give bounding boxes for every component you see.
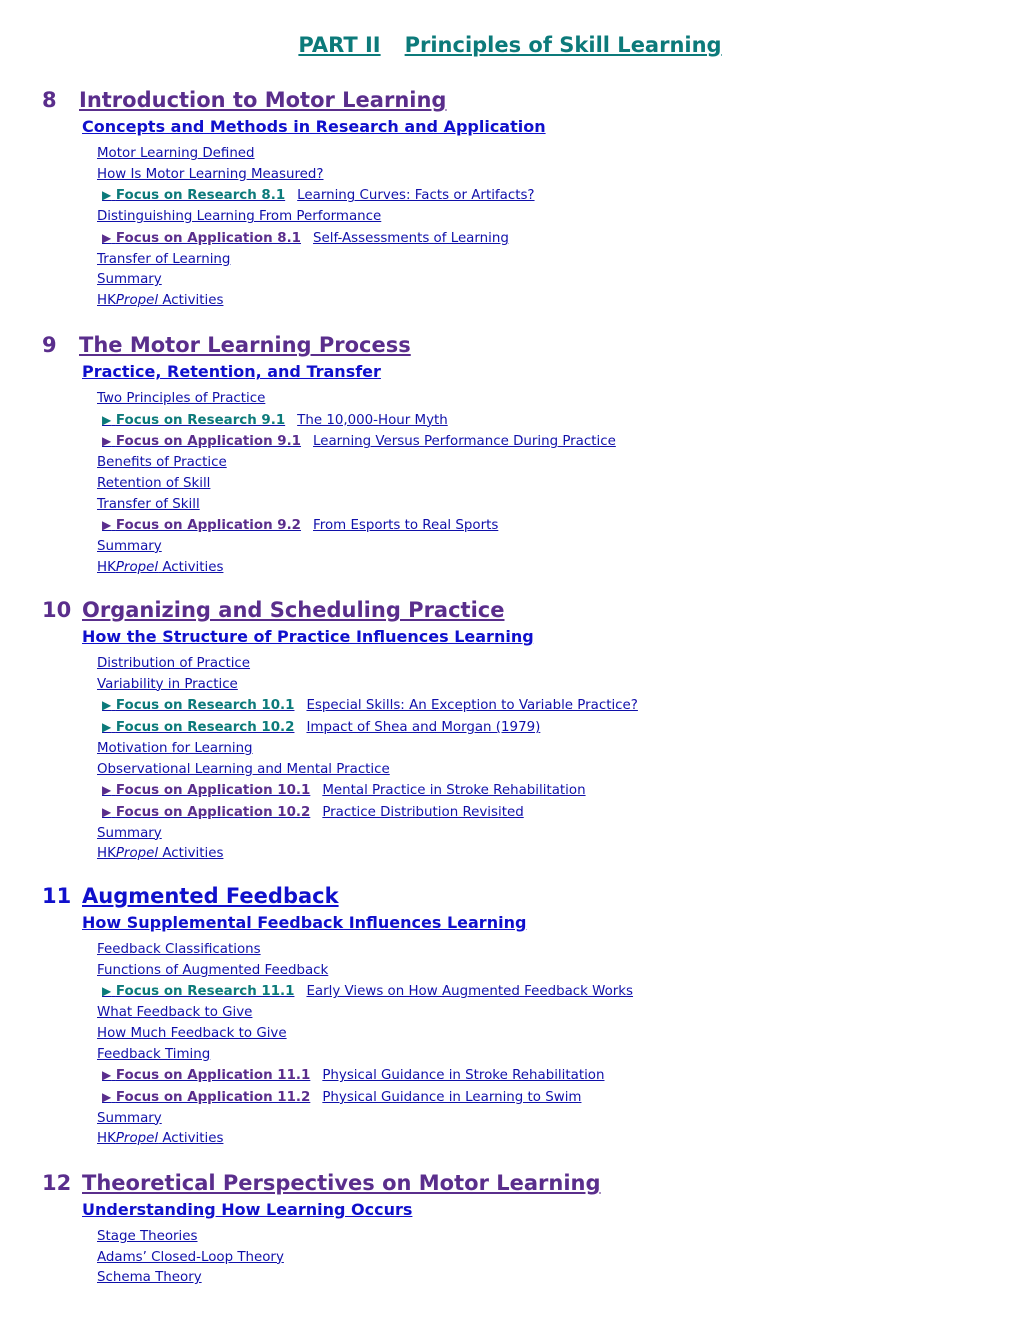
focus-label-text: Focus on Application 11.2 xyxy=(115,1089,311,1105)
focus-title: Especial Skills: An Exception to Variable Practice? xyxy=(306,698,638,714)
section-item xyxy=(97,1024,982,1045)
section-link[interactable]: Functions of Augmented Feedback xyxy=(97,962,329,978)
section-link[interactable]: Variability in Practice xyxy=(97,676,238,692)
chapter-subtitle xyxy=(82,1197,982,1223)
section-item xyxy=(97,537,982,558)
focus-title: Physical Guidance in Stroke Rehabilitation xyxy=(322,1068,605,1084)
section-link[interactable]: Retention of Skill xyxy=(97,475,211,491)
section-item xyxy=(97,291,982,312)
section-link[interactable]: Summary xyxy=(97,1110,162,1126)
focus-application-item xyxy=(97,515,982,537)
chapter-title-text: Organizing and Scheduling Practice xyxy=(82,598,505,622)
section-item xyxy=(97,474,982,495)
focus-application-item xyxy=(97,431,982,453)
section-item xyxy=(97,739,982,760)
focus-application-item xyxy=(97,780,982,802)
section-item xyxy=(97,675,982,696)
focus-title: Mental Practice in Stroke Rehabilitation xyxy=(322,783,586,799)
section-link[interactable]: Observational Learning and Mental Practice xyxy=(97,761,390,777)
section-link[interactable] xyxy=(97,1068,604,1083)
play-triangle-icon: ▶ xyxy=(102,1089,112,1104)
section-link[interactable] xyxy=(97,783,586,798)
section-item xyxy=(97,760,982,781)
focus-label-text: Focus on Application 10.1 xyxy=(115,783,311,799)
play-triangle-icon: ▶ xyxy=(102,1068,112,1083)
section-item xyxy=(97,844,982,865)
chapter-subtitle xyxy=(82,359,982,385)
focus-title: Physical Guidance in Learning to Swim xyxy=(322,1089,582,1105)
chapter-title-text: Augmented Feedback xyxy=(82,884,339,908)
play-triangle-icon: ▶ xyxy=(102,783,112,798)
section-link[interactable] xyxy=(97,720,540,735)
part-title-link[interactable] xyxy=(298,33,721,57)
section-link[interactable] xyxy=(97,434,616,449)
section-item xyxy=(97,1129,982,1150)
focus-title: Learning Versus Performance During Practice xyxy=(313,434,616,450)
focus-title: Practice Distribution Revisited xyxy=(322,804,524,820)
chapter-11 xyxy=(42,882,982,1150)
section-link[interactable]: Distribution of Practice xyxy=(97,656,251,671)
chapter-number: 8 xyxy=(42,88,57,112)
focus-label xyxy=(102,434,301,449)
section-link[interactable] xyxy=(97,805,524,820)
chapter-title xyxy=(42,331,982,359)
focus-label xyxy=(102,720,294,735)
hk-activities-text: Activities xyxy=(158,1131,224,1147)
focus-application-item xyxy=(97,802,982,824)
chapter-subtitle xyxy=(82,624,982,650)
focus-title: From Esports to Real Sports xyxy=(313,518,499,534)
section-link[interactable]: Motivation for Learning xyxy=(97,740,253,756)
section-item xyxy=(97,558,982,579)
play-triangle-icon: ▶ xyxy=(102,188,112,203)
part-number: PART II xyxy=(298,33,381,57)
chapter-subtitle-link[interactable]: How Supplemental Feedback Influences Learning xyxy=(82,913,527,932)
hk-prefix: HK xyxy=(97,292,116,308)
section-link[interactable]: Schema Theory xyxy=(97,1270,202,1286)
section-list xyxy=(97,654,982,865)
hk-propel-italic: Propel xyxy=(115,559,159,575)
section-item xyxy=(97,1227,982,1248)
focus-label-text: Focus on Research 10.2 xyxy=(115,720,295,736)
section-link[interactable]: Feedback Classifications xyxy=(97,942,261,957)
focus-research-item xyxy=(97,981,982,1003)
section-link[interactable] xyxy=(97,231,509,246)
section-link[interactable]: Benefits of Practice xyxy=(97,455,227,471)
section-link[interactable]: Transfer of Skill xyxy=(97,496,200,512)
play-triangle-icon: ▶ xyxy=(102,804,112,819)
section-link[interactable]: Feedback Timing xyxy=(97,1046,211,1062)
chapter-number: 12 xyxy=(42,1171,72,1195)
section-link[interactable] xyxy=(97,1090,581,1105)
chapter-title xyxy=(42,1169,982,1197)
section-item xyxy=(97,654,982,675)
section-item xyxy=(97,1109,982,1130)
section-list xyxy=(97,940,982,1150)
section-item xyxy=(97,165,982,186)
chapter-title-text: The Motor Learning Process xyxy=(79,333,411,357)
focus-application-item xyxy=(97,228,982,250)
section-link[interactable]: Adams’ Closed-Loop Theory xyxy=(97,1249,284,1265)
focus-label xyxy=(102,1068,310,1083)
section-link[interactable]: Summary xyxy=(97,825,162,841)
chapter-subtitle xyxy=(82,114,982,140)
section-item xyxy=(97,940,982,961)
focus-application-item xyxy=(97,1087,982,1109)
section-link[interactable]: How Much Feedback to Give xyxy=(97,1025,287,1041)
play-triangle-icon: ▶ xyxy=(102,518,112,533)
hk-propel-italic: Propel xyxy=(115,846,159,862)
focus-label-text: Focus on Research 11.1 xyxy=(115,984,295,1000)
focus-label-text: Focus on Research 10.1 xyxy=(115,698,295,714)
chapter-subtitle-link[interactable]: Concepts and Methods in Research and Application xyxy=(82,117,546,136)
focus-title: The 10,000-Hour Myth xyxy=(297,412,448,428)
section-link[interactable] xyxy=(97,560,223,575)
play-triangle-icon: ▶ xyxy=(102,698,112,713)
focus-label-text: Focus on Application 11.1 xyxy=(115,1068,311,1084)
section-list xyxy=(97,1227,982,1289)
chapter-subtitle-link[interactable]: Understanding How Learning Occurs xyxy=(82,1200,413,1219)
focus-label xyxy=(102,984,294,999)
section-item xyxy=(97,250,982,271)
section-item xyxy=(97,961,982,982)
hk-propel-italic: Propel xyxy=(115,1131,159,1147)
focus-label xyxy=(102,231,301,246)
focus-label-text: Focus on Research 9.1 xyxy=(115,412,286,428)
section-item xyxy=(97,389,982,410)
hk-activities-text: Activities xyxy=(158,559,224,575)
section-link[interactable]: What Feedback to Give xyxy=(97,1005,253,1021)
focus-title: Impact of Shea and Morgan (1979) xyxy=(306,720,541,736)
section-link[interactable] xyxy=(97,413,448,428)
focus-label xyxy=(102,413,285,428)
chapter-title-link[interactable] xyxy=(42,333,411,357)
chapter-subtitle xyxy=(82,910,982,936)
chapter-number: 11 xyxy=(42,884,72,908)
focus-label-text: Focus on Research 8.1 xyxy=(115,188,286,204)
section-item xyxy=(97,1268,982,1289)
hk-activities-text: Activities xyxy=(158,846,224,862)
focus-label xyxy=(102,518,301,533)
chapter-8 xyxy=(42,86,982,312)
section-link[interactable]: Transfer of Learning xyxy=(97,251,231,267)
focus-research-item xyxy=(97,695,982,717)
section-link[interactable]: Distinguishing Learning From Performance xyxy=(97,209,382,225)
play-triangle-icon: ▶ xyxy=(102,984,112,999)
section-list xyxy=(97,144,982,312)
section-item xyxy=(97,453,982,474)
section-link[interactable] xyxy=(97,846,223,861)
section-item xyxy=(97,207,982,228)
chapter-title-link[interactable] xyxy=(42,88,446,112)
focus-research-item xyxy=(97,185,982,207)
play-triangle-icon: ▶ xyxy=(102,720,112,735)
focus-label-text: Focus on Application 10.2 xyxy=(115,804,311,820)
section-item xyxy=(97,824,982,845)
play-triangle-icon: ▶ xyxy=(102,434,112,449)
focus-research-item xyxy=(97,410,982,432)
focus-label-text: Focus on Application 8.1 xyxy=(115,230,302,246)
focus-label-text: Focus on Application 9.1 xyxy=(115,434,302,450)
chapter-title xyxy=(42,596,982,624)
section-item xyxy=(97,270,982,291)
focus-title: Self-Assessments of Learning xyxy=(313,230,509,246)
chapter-title-link[interactable] xyxy=(42,1171,601,1195)
chapter-title-link[interactable] xyxy=(42,884,339,908)
section-link[interactable]: Motor Learning Defined xyxy=(97,146,255,161)
focus-label xyxy=(102,805,310,820)
chapter-title-text: Theoretical Perspectives on Motor Learning xyxy=(82,1171,601,1195)
focus-label xyxy=(102,698,294,713)
section-link[interactable] xyxy=(97,984,633,999)
focus-application-item xyxy=(97,1065,982,1087)
focus-label xyxy=(102,1090,310,1105)
chapter-title xyxy=(42,882,982,910)
section-link[interactable]: How Is Motor Learning Measured? xyxy=(97,166,324,182)
section-link[interactable]: Summary xyxy=(97,272,162,288)
hk-activities-text: Activities xyxy=(158,292,224,308)
play-triangle-icon: ▶ xyxy=(102,412,112,427)
section-link[interactable]: Two Principles of Practice xyxy=(97,391,266,406)
section-item xyxy=(97,495,982,516)
section-list xyxy=(97,389,982,578)
focus-title: Early Views on How Augmented Feedback Works xyxy=(306,984,634,1000)
chapter-subtitle-link[interactable]: Practice, Retention, and Transfer xyxy=(82,362,381,381)
focus-title: Learning Curves: Facts or Artifacts? xyxy=(297,188,535,204)
section-item xyxy=(97,1248,982,1269)
section-item xyxy=(97,144,982,165)
chapter-subtitle-link[interactable]: How the Structure of Practice Influences Learning xyxy=(82,627,534,646)
chapter-number: 9 xyxy=(42,333,57,357)
chapter-title-link[interactable] xyxy=(42,598,504,622)
section-link[interactable] xyxy=(97,518,498,533)
focus-label xyxy=(102,188,285,203)
section-link[interactable] xyxy=(97,188,535,203)
focus-label-text: Focus on Application 9.2 xyxy=(115,518,302,534)
chapter-title-text: Introduction to Motor Learning xyxy=(79,88,447,112)
section-link[interactable] xyxy=(97,1131,223,1146)
hk-prefix: HK xyxy=(97,559,116,575)
play-triangle-icon: ▶ xyxy=(102,230,112,245)
chapter-9 xyxy=(42,331,982,578)
section-link[interactable]: Summary xyxy=(97,538,162,554)
section-link[interactable] xyxy=(97,293,223,308)
chapter-10 xyxy=(42,596,982,865)
chapter-title xyxy=(42,86,982,114)
section-link[interactable]: Stage Theories xyxy=(97,1229,198,1244)
chapter-number: 10 xyxy=(42,598,72,622)
section-item xyxy=(97,1003,982,1024)
part-title xyxy=(0,33,1020,57)
section-link[interactable] xyxy=(97,698,638,713)
focus-research-item xyxy=(97,717,982,739)
section-item xyxy=(97,1045,982,1066)
focus-label xyxy=(102,783,310,798)
part-title-text: Principles of Skill Learning xyxy=(404,33,722,57)
chapter-12 xyxy=(42,1169,982,1289)
hk-propel-italic: Propel xyxy=(115,292,159,308)
hk-prefix: HK xyxy=(97,846,116,862)
hk-prefix: HK xyxy=(97,1131,116,1147)
